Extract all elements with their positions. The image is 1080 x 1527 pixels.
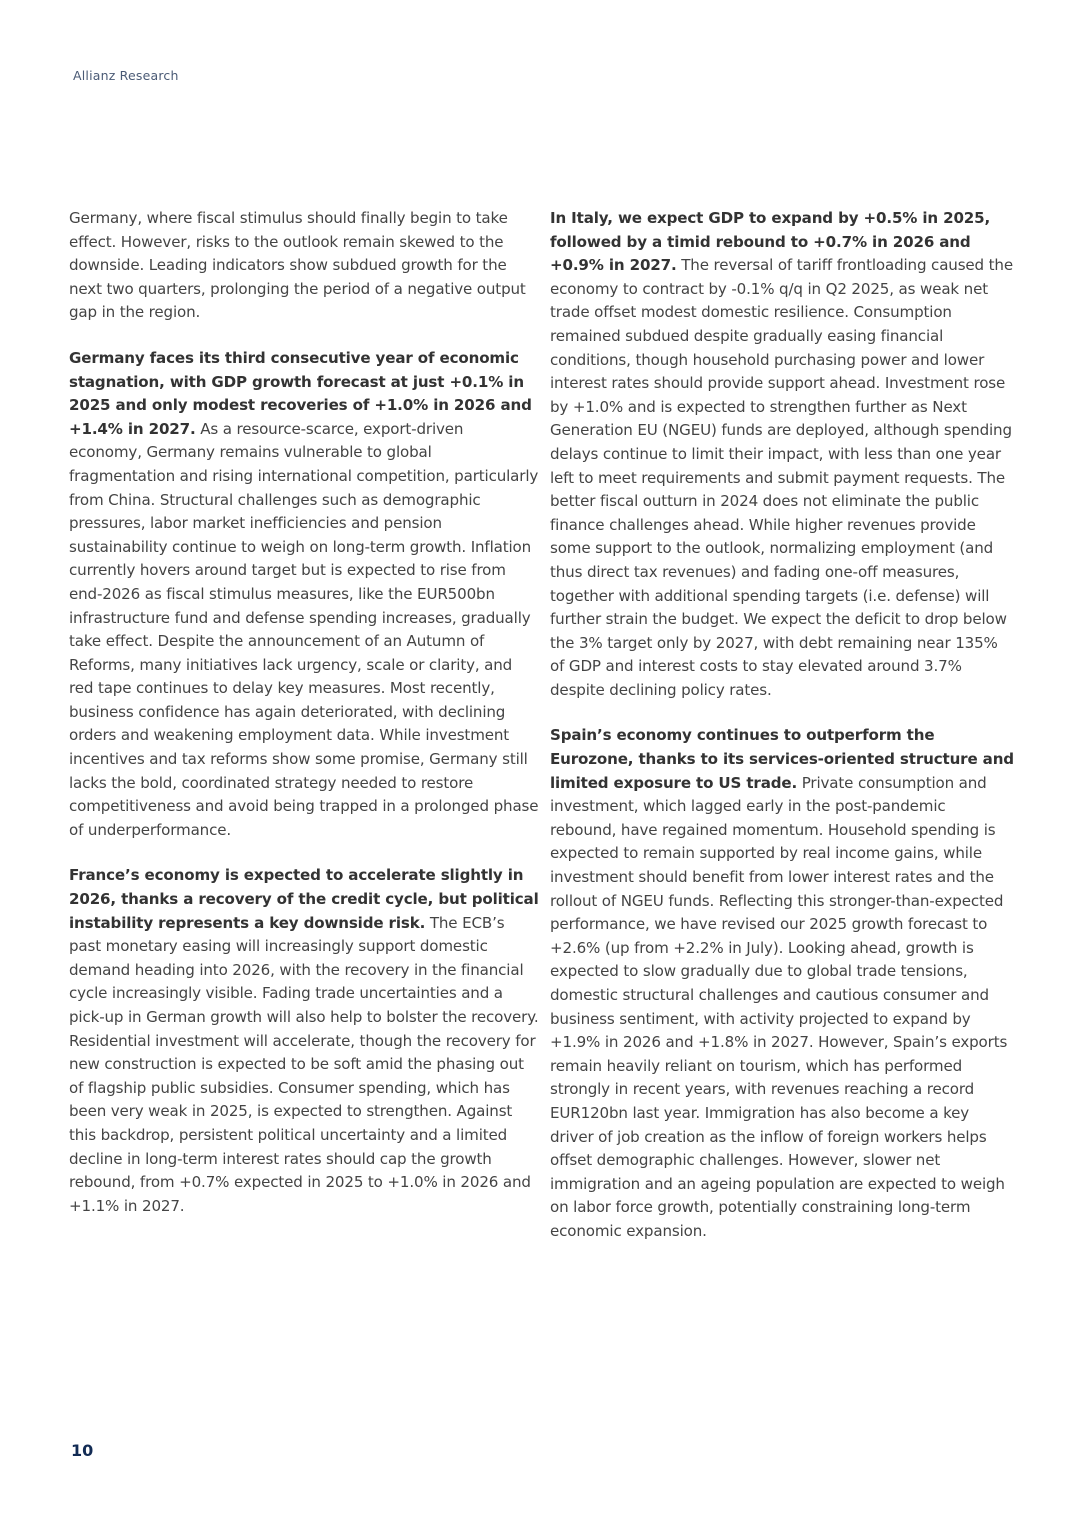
paragraph-germany-outlook-continued (69, 207, 539, 325)
paragraph-body: As a resource-scarce, export-driven economy, Germany remains vulnerable to global fragmentation and rising international competition, particularly from China. Structural challenges such as demographic pressures, labor market inefficiencies and pension sustainability continue to weigh on long-term growth. Inflation currently hovers around target but is expected to rise from end-2026 as fiscal stimulus measures, like the EUR500bn infrastructure fund and defense spending increases, gradually take effect. Despite the announcement of an Autumn of Reforms, many initiatives lack urgency, scale or clarity, and red tape continues to delay key measures. Most recently, business confidence has again deteriorated, with declining orders and weakening employment data. While investment incentives and tax reforms show some promise, Germany still lacks the bold, coordinated strategy needed to restore competitiveness and avoid being trapped in a prolonged phase of underperformance. (69, 419, 539, 839)
paragraph-spain (550, 724, 1015, 1243)
left-column (69, 207, 539, 1240)
paragraph-body: Private consumption and investment, which lagged early in the post-pandemic rebound, have regained momentum. Household spending is expected to remain supported by real income gains, while investment should benefit from lower interest rates and the rollout of NGEU funds. Reflecting this stronger-than-expected performance, we have revised our 2025 growth forecast to +2.6% (up from +2.2% in July). Looking ahead, growth is expected to slow gradually due to global trade tensions, domestic structural challenges and cautious consumer and business sentiment, with activity projected to expand by +1.9% in 2026 and +1.8% in 2027. However, Spain’s exports remain heavily reliant on tourism, which has performed strongly in recent years, with revenues reaching a record EUR120bn last year. Immigration has also become a key driver of job creation as the inflow of foreign workers helps offset demographic challenges. However, slower net immigration and an ageing population are expected to weigh on labor force growth, potentially constraining long-term economic expansion. (550, 773, 1008, 1240)
paragraph-lead: Spain’s economy continues to outperform the Eurozone, thanks to its services-oriented structure and limited exposure to US trade. (550, 726, 1014, 792)
paragraph-body: The reversal of tariff frontloading caused the economy to contract by -0.1% q/q in Q2 2025, as weak net trade offset modest domestic resilience. Consumption remained subdued despite gradually easing financial conditions, though household purchasing power and lower interest rates should provide support ahead. Investment rose by +1.0% and is expected to strengthen further as Next Generation EU (NGEU) funds are deployed, although spending delays continue to limit their impact, with less than one year left to meet requirements and submit payment requests. The better fiscal outturn in 2024 does not eliminate the public finance challenges ahead. While higher revenues provide some support to the outlook, normalizing employment (and thus direct tax revenues) and fading one-off measures, together with additional spending targets (i.e. defense) will further strain the budget. We expect the deficit to drop below the 3% target only by 2027, with debt remaining near 135% of GDP and interest costs to stay elevated around 3.7% despite declining policy rates. (550, 256, 1013, 699)
paragraph-france (69, 864, 539, 1218)
paragraph-body: Germany, where fiscal stimulus should finally begin to take effect. However, risks to the outlook remain skewed to the downside. Leading indicators show subdued growth for the next two quarters, prolonging the period of a negative output gap in the region. (69, 209, 526, 322)
paragraph-body: The ECB’s past monetary easing will increasingly support domestic demand heading into 2026, with the recovery in the financial cycle increasingly visible. Fading trade uncertainties and a pick-up in German growth will also help to bolster the recovery. Residential investment will accelerate, though the recovery for new construction is expected to be soft amid the phasing out of flagship public subsidies. Consumer spending, which has been very weak in 2025, is expected to strengthen. Against this backdrop, persistent political uncertainty and a limited decline in long-term interest rates should cap the growth rebound, from +0.7% expected in 2025 to +1.0% in 2026 and +1.1% in 2027. (69, 913, 539, 1215)
page-number: 10 (71, 1441, 94, 1460)
paragraph-lead: In Italy, we expect GDP to expand by +0.5% in 2025, followed by a timid rebound to +0.7% in 2026 and +0.9% in 2027. (550, 209, 991, 275)
paragraph-germany (69, 347, 539, 842)
paragraph-lead: France’s economy is expected to accelerate slightly in 2026, thanks a recovery of the credit cycle, but political instability represents a key downside risk. (69, 866, 539, 932)
right-column (550, 207, 1015, 1266)
report-header-brand: Allianz Research (73, 68, 179, 83)
paragraph-lead: Germany faces its third consecutive year of economic stagnation, with GDP growth forecast at just +0.1% in 2025 and only modest recoveries of +1.0% in 2026 and +1.4% in 2027. (69, 348, 532, 438)
paragraph-italy (550, 207, 1015, 702)
